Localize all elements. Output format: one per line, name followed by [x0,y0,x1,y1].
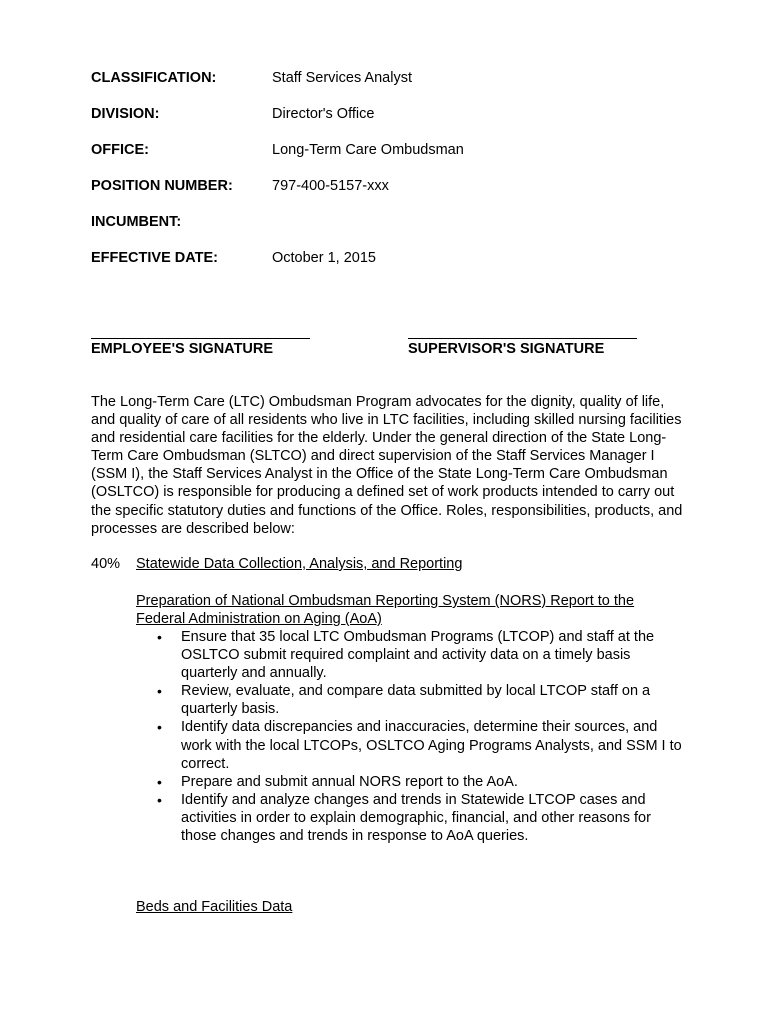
field-label: CLASSIFICATION: [91,70,217,86]
field-position-number [91,178,691,198]
list-item [136,773,684,791]
field-value: Director's Office [272,106,375,122]
supervisor-signature-label: SUPERVISOR'S SIGNATURE [408,341,605,357]
bullet-icon: • [157,683,162,700]
bullet-icon: • [157,773,162,790]
duties-list [136,628,684,845]
list-item-text: Ensure that 35 local LTC Ombudsman Programs (LTCOP) and staff at the OSLTCO submit required complaint and activity data on a timely basis quarterly and annually. [181,629,655,682]
field-label: POSITION NUMBER: [91,178,233,194]
list-item-text: Prepare and submit annual NORS report to the AoA. [181,773,518,790]
field-label: OFFICE: [91,142,149,158]
field-office [91,142,691,162]
employee-signature-label: EMPLOYEE'S SIGNATURE [91,341,274,357]
bullet-icon: • [157,629,162,645]
field-value: Long-Term Care Ombudsman [272,142,464,158]
list-item-text: Identify data discrepancies and inaccuracies, determine their sources, and work with the local LTCOPs, OSLTCO Aging Programs Analysts, and SSM I to correct. [181,719,682,772]
bullet-icon: • [157,719,162,736]
field-label: EFFECTIVE DATE: [91,250,219,266]
section-percent: 40% [91,556,121,572]
field-classification [91,70,691,90]
field-label: INCUMBENT: [91,214,182,230]
list-item [136,718,684,772]
field-incumbent [91,214,691,234]
beds-facilities-heading: Beds and Facilities Data [136,899,293,915]
section-heading [91,556,691,576]
field-effective-date [91,250,691,270]
list-item [136,682,684,718]
field-value: October 1, 2015 [272,250,376,266]
field-value: 797-400-5157-xxx [272,178,389,194]
supervisor-signature-line[interactable] [408,320,637,339]
list-item-text: Review, evaluate, and compare data submitted by local LTCOP staff on a quarterly basis. [181,683,651,718]
supervisor-signature-block [408,320,637,357]
field-value: Staff Services Analyst [272,70,412,86]
list-item [136,628,684,682]
list-item-text: Identify and analyze changes and trends in Statewide LTCOP cases and activities in order to explain demographic, financial, and other reasons for those changes and trends in response to AoA queries. [181,791,651,845]
bullet-icon: • [157,791,162,808]
employee-signature-line[interactable] [91,320,310,339]
field-division [91,106,691,126]
employee-signature-block [91,320,310,357]
list-item [136,791,684,845]
intro-paragraph: The Long-Term Care (LTC) Ombudsman Program advocates for the dignity, quality of life, and quality of care of all residents who live in LTC facilities, including skilled nursing facilities and residential care facilities for the elderly. Under the general direction of the State Long-Term Care Ombudsman (SLTCO) and direct supervision of the Staff Services Manager I (SSM I), the Staff Services Analyst in the Office of the State Long-Term Care Ombudsman (OSLTCO) is responsible for producing a defined set of work products intended to carry out the specific statutory duties and functions of the Office. Roles, responsibilities, products, and processes are described below: [91,394,683,537]
section-title: Statewide Data Collection, Analysis, and Reporting [136,556,463,572]
subsection-heading: Preparation of National Ombudsman Reporting System (NORS) Report to the Federal Administration on Aging (AoA) [136,593,635,628]
field-label: DIVISION: [91,106,160,122]
